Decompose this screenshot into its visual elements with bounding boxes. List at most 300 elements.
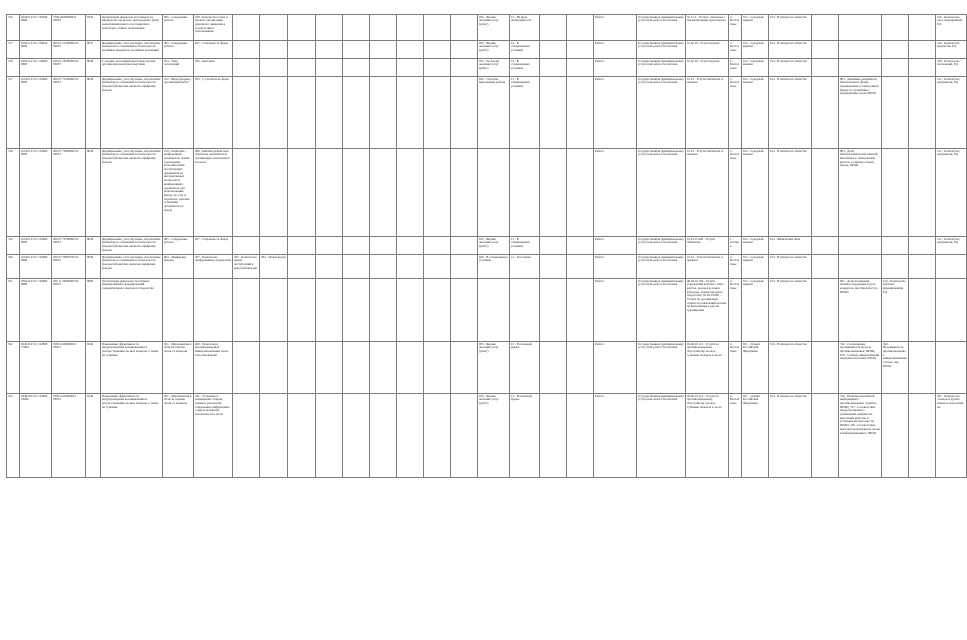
table-cell (288, 279, 316, 342)
table-cell (812, 15, 839, 41)
table-cell (742, 237, 769, 255)
table-cell (812, 41, 839, 59)
table-cell (370, 149, 397, 237)
cell-text: 200 01 25700000 02 03033 (53, 40, 79, 49)
cell-text: 742 - Соотношение протяженности полосы противопожарных, ПРОЦ; 670 - Степень минерализации поверхности почвы, ПРОЦ (840, 341, 880, 361)
table-cell (288, 41, 316, 59)
table-cell (882, 59, 909, 77)
cell-text: 014 - В интересах общества (770, 341, 807, 346)
table-cell (567, 255, 594, 279)
table-cell (729, 15, 742, 41)
table-cell (86, 279, 101, 342)
cell-text: 0038 (87, 58, 94, 63)
table-cell (729, 279, 742, 342)
table-row (7, 77, 967, 149)
table-cell (594, 237, 637, 255)
table-cell (233, 394, 260, 478)
cell-text: 0037 (87, 40, 94, 45)
table-cell (260, 149, 288, 237)
cell-text: 91.01 - Услуги библиотек и архивов (687, 148, 723, 157)
table-cell (52, 149, 86, 237)
cell-text: 91.02.10 - Услуги музеев (687, 40, 720, 45)
cell-text: Работа (595, 76, 604, 81)
cell-text: 122 - Количество клубных формирований, ЕД (883, 278, 906, 294)
table-cell (343, 279, 370, 342)
table-cell (163, 237, 194, 255)
table-cell (594, 342, 637, 394)
cell-text: 021 - Мероприятия в области охраны лесов от пожаров (164, 393, 192, 405)
table-cell (397, 149, 424, 237)
cell-text: 012 - городской вариант (743, 254, 764, 263)
table-cell (769, 41, 812, 59)
table-cell (260, 255, 288, 279)
cell-text: 2 - Бесплатные (730, 58, 740, 70)
table-cell (163, 77, 194, 149)
table-cell (397, 255, 424, 279)
table-cell (882, 15, 909, 41)
cell-text: 322 (8, 341, 13, 346)
table-cell (7, 255, 20, 279)
table-cell (812, 255, 839, 279)
table-cell (194, 41, 233, 59)
table-cell (451, 59, 478, 77)
table-cell (769, 77, 812, 149)
table-cell (20, 77, 52, 149)
table-cell (370, 41, 397, 59)
table-cell (397, 59, 424, 77)
table-cell (288, 255, 316, 279)
table-cell (909, 279, 936, 342)
table-cell (52, 77, 86, 149)
table-cell (510, 149, 540, 237)
table-cell (101, 394, 163, 478)
table-cell (839, 15, 882, 41)
table-cell (510, 59, 540, 77)
table-cell (233, 149, 260, 237)
table-cell (637, 394, 686, 478)
table-cell (594, 77, 637, 149)
table-cell (510, 77, 540, 149)
table-cell (729, 41, 742, 59)
table-cell (882, 77, 909, 149)
table-cell (194, 342, 233, 394)
table-cell (86, 394, 101, 478)
table-cell (101, 255, 163, 279)
table-cell (936, 342, 967, 394)
table-cell (52, 15, 86, 41)
cell-text: 0039 (87, 148, 94, 153)
table-cell (812, 59, 839, 77)
cell-text: 12 - В стационарных условиях (511, 236, 530, 248)
table-cell (343, 394, 370, 478)
table-cell (233, 41, 260, 59)
table-cell (742, 59, 769, 77)
cell-text: Работа (595, 148, 604, 153)
table-cell (316, 59, 343, 77)
table-cell (451, 237, 478, 255)
table-cell (86, 77, 101, 149)
cell-text: 010101 P 45 1 00090 0000 (21, 148, 48, 157)
cell-text: 035 - По форме оказания услуг (работ) (479, 58, 500, 70)
cell-text: 014 - В интересах общества (770, 148, 807, 153)
table-cell (424, 41, 451, 59)
table-cell (163, 15, 194, 41)
cell-text: 012 - городской вариант (743, 278, 764, 287)
table-cell (510, 255, 540, 279)
table-cell (370, 59, 397, 77)
table-cell (936, 394, 967, 478)
table-cell (20, 41, 52, 59)
table-cell (540, 77, 567, 149)
table-cell (567, 237, 594, 255)
table-cell (812, 237, 839, 255)
table-cell (52, 237, 86, 255)
cell-text: 027 - Сохранность фонда (195, 40, 229, 45)
cell-text: 2 - Бесплатные (730, 148, 740, 160)
cell-text: 065 - Содержание работы (164, 14, 188, 23)
table-cell (882, 279, 909, 342)
table-cell (233, 15, 260, 41)
cell-text: 12 - В стационарных условиях (511, 58, 530, 70)
table-cell (7, 342, 20, 394)
table-cell (288, 394, 316, 478)
table-cell (194, 279, 233, 342)
table-row (7, 237, 967, 255)
table-cell (478, 77, 510, 149)
cell-text: 285 - выставки (195, 58, 215, 63)
cell-text: 318 (8, 58, 13, 63)
table-cell (7, 149, 20, 237)
table-cell (451, 279, 478, 342)
cell-text: 431 - Установка и размещение стендов, знаков и указателей, содержащих информацию о мерах пожарной безопасности в лесах (195, 393, 230, 417)
table-cell (729, 237, 742, 255)
cell-text: 253 - С учетом всех форм (195, 76, 229, 81)
cell-text: 91.02.10 - Услуги музеев (687, 58, 720, 63)
cell-text: Государственная (муниципальная) услуга или работа бесплатная (638, 40, 684, 49)
table-cell (20, 279, 52, 342)
table-cell (233, 342, 260, 394)
cell-text: 014 - В интересах общества (770, 278, 807, 283)
table-cell (686, 77, 729, 149)
table-cell (729, 77, 742, 149)
table-cell (163, 41, 194, 59)
cell-text: 035 - Формы оказания услуг (работ) (479, 236, 499, 248)
table-cell (839, 279, 882, 342)
table-cell (812, 279, 839, 342)
cell-text: 035 - Формы оказания услуг (работ) (479, 40, 499, 52)
table-cell (260, 237, 288, 255)
table-cell (52, 41, 86, 59)
table-cell (812, 342, 839, 394)
cell-text: 12 - В стационарных условиях (511, 76, 530, 88)
cell-text: 065 - Содержание работы (164, 236, 188, 245)
table-cell (686, 279, 729, 342)
table-cell (343, 77, 370, 149)
table-cell (769, 255, 812, 279)
cell-text: 316 - Количество смет, мероприятий, ЕД (937, 14, 963, 26)
table-cell (594, 15, 637, 41)
table-row (7, 279, 967, 342)
table-cell (163, 255, 194, 279)
table-cell (424, 394, 451, 478)
cell-text: 15 - В плановой форме (511, 341, 532, 350)
table-cell (594, 41, 637, 59)
table-cell (194, 59, 233, 77)
cell-text: Государственная (муниципальная) услуга или работа бесплатная (638, 148, 684, 157)
cell-text: 15 - В плановой форме (511, 393, 532, 402)
cell-text: 318 (8, 148, 13, 153)
table-cell (7, 394, 20, 478)
cell-text: 014 - В интересах общества (770, 58, 807, 63)
table-cell (936, 59, 967, 77)
table-cell (397, 77, 424, 149)
table-cell (163, 149, 194, 237)
table-cell (343, 15, 370, 41)
table-cell (20, 15, 52, 41)
table-cell (909, 394, 936, 478)
table-cell (909, 77, 936, 149)
table-cell (260, 342, 288, 394)
table-cell (424, 342, 451, 394)
cell-text: Формирование, учет, изучение, обеспечение физического сохранения и безопасности фондов библиотеки, включая оцифровку фондов (102, 254, 161, 270)
cell-text: 362 - Протяженность противопожарных минерализованных полос, км, ПРОЦ (883, 341, 907, 368)
table-cell (839, 59, 882, 77)
table-cell (936, 255, 967, 279)
cell-text: 200 07 72700000 02 03033 (53, 236, 79, 245)
table-cell (233, 77, 260, 149)
table-cell (936, 41, 967, 59)
table-cell (7, 237, 20, 255)
table-cell (316, 41, 343, 59)
table-cell (540, 255, 567, 279)
cell-text: 307 - Количество оцифрованных документов (195, 254, 231, 263)
table-cell (478, 394, 510, 478)
table-cell (451, 149, 478, 237)
cell-text: 200 07 72500000 02 03033 (53, 76, 79, 85)
table-cell (686, 342, 729, 394)
table-cell (882, 237, 909, 255)
table-cell (316, 255, 343, 279)
table-cell (882, 255, 909, 279)
table-cell (288, 149, 316, 237)
table-cell (637, 149, 686, 237)
table-cell (686, 15, 729, 41)
table-cell (397, 279, 424, 342)
cell-text: 304 - Объем фонда (261, 254, 286, 259)
table-cell (478, 279, 510, 342)
table-cell (594, 394, 637, 478)
cell-text: Формирование, учет, изучение, обеспечение физического сохранения и безопасности фондов библиотеки, включая оцифровку фондов (102, 236, 161, 252)
table-cell (316, 279, 343, 342)
cell-text: 035 - Формы оказания услуг (работ) (479, 393, 499, 405)
cell-text: 012 - городской вариант (743, 14, 764, 23)
table-row (7, 342, 967, 394)
table-cell (343, 149, 370, 237)
cell-text: 121 - Количество документов, ЕД (937, 236, 960, 245)
table-cell (637, 342, 686, 394)
cell-text: 323 (8, 393, 13, 398)
cell-text: 2 - Бесплатные (730, 393, 740, 405)
cell-text: 343 - Количество новых поступлений в фонд библиотеки (234, 254, 257, 270)
table-cell (769, 279, 812, 342)
cell-text: Работа (595, 58, 604, 63)
table-row (7, 394, 967, 478)
cell-text: Повышение эффективности предупреждения возникновения и распространения лесных пожаров, а также их тушения (102, 341, 159, 357)
table-cell (839, 342, 882, 394)
table-cell (769, 59, 812, 77)
table-cell (478, 59, 510, 77)
table-cell (86, 15, 101, 41)
table-row (7, 59, 967, 77)
table-cell (478, 149, 510, 237)
cell-text: 2 - Бесплатные (730, 14, 740, 26)
table-cell (7, 41, 20, 59)
table-cell (288, 237, 316, 255)
cell-text: 010101 P 45 1 00090 0000 (21, 76, 48, 85)
table-cell (839, 237, 882, 255)
table-cell (316, 342, 343, 394)
table-cell (451, 342, 478, 394)
table-cell (478, 15, 510, 41)
cell-text: 02.40.10.114 - Услуги по противопожарному обустройству лесов и тушению пожаров в лесах (687, 393, 722, 409)
cell-text: Работа (595, 254, 604, 259)
cell-text: 12 - В стационарных условиях (511, 40, 530, 52)
registry-table (6, 14, 967, 478)
table-cell (86, 255, 101, 279)
cell-text: 2 - Бесплатные (730, 254, 740, 266)
table-cell (233, 237, 260, 255)
table-cell (101, 15, 163, 41)
table-row (7, 149, 967, 237)
cell-text: 52.21.2 - Услуги, связанные с автомобильным транспортом (687, 14, 726, 23)
table-cell (812, 394, 839, 478)
cell-text: 0334 (87, 14, 94, 19)
cell-text: Повышение эффективности предупреждения возникновения и распространения лесных пожаров, а также их тушения (102, 393, 159, 409)
table-cell (882, 41, 909, 59)
cell-text: 338 - Количество экспозиций, ЕД (937, 58, 960, 67)
table-cell (742, 394, 769, 478)
table-cell (86, 149, 101, 237)
table-row (7, 255, 967, 279)
cell-text: 054 - Тема экспозиций (164, 58, 180, 67)
cell-text: 010211 P 45 1 00060 0000 (21, 58, 48, 67)
table-cell (637, 59, 686, 77)
table-cell (316, 394, 343, 478)
table-cell (936, 149, 967, 237)
table-cell (909, 15, 936, 41)
table-cell (260, 394, 288, 478)
table-cell (729, 394, 742, 478)
cell-text: 021 - Мероприятия в области охраны лесов от пожаров (164, 341, 192, 353)
table-cell (839, 394, 882, 478)
cell-text: 0039 (87, 254, 94, 259)
table-cell (478, 255, 510, 279)
table-cell (686, 41, 729, 59)
table-cell (370, 279, 397, 342)
table-cell (567, 394, 594, 478)
table-cell (343, 41, 370, 59)
table-cell (20, 342, 52, 394)
table-cell (424, 255, 451, 279)
cell-text: Государственная (муниципальная) услуга или работа бесплатная (638, 236, 684, 245)
cell-text: Формирование, учет, изучение, обеспечение физического сохранения и безопасности фондов библиотеки, включая оцифровку фондов (102, 76, 161, 92)
table-cell (812, 149, 839, 237)
cell-text: 803 - Доля библиографической записей, внесенных в электронный каталог, к общему объему фонда, ПРОЦ (840, 148, 879, 168)
cell-text: 803 - Динамика документов библиотечного фонда, переведенных в электронную форму по сравнению с предыдущим годом, ПРОЦ (840, 76, 879, 96)
cell-text: Создание экспозиций (выставок) музеев, организация выездных выставок (102, 58, 156, 67)
table-cell (260, 77, 288, 149)
table-cell (540, 59, 567, 77)
table-cell (101, 41, 163, 59)
table-cell (510, 15, 540, 41)
table-cell (86, 41, 101, 59)
cell-text: Государственная (муниципальная) услуга или работа бесплатная (638, 278, 684, 287)
table-cell (540, 41, 567, 59)
table-cell (510, 41, 540, 59)
table-cell (540, 342, 567, 394)
cell-text: Работа (595, 14, 604, 19)
table-cell (397, 237, 424, 255)
cell-text: 021 - субъект Российской Федерации (743, 393, 761, 405)
cell-text: 024010 P 45 1 02800 18000 (21, 393, 48, 402)
cell-text: 91.01 - Услуги библиотек и архивов (687, 76, 723, 85)
table-cell (567, 15, 594, 41)
cell-text: 021 - субъект Российской Федерации (743, 341, 761, 353)
table-cell (909, 41, 936, 59)
table-cell (769, 394, 812, 478)
cell-text: 350011400000012 03033 (53, 341, 77, 350)
cell-text: 014 - В интересах общества (770, 76, 807, 81)
table-cell (567, 77, 594, 149)
cell-text: 121 - Количество документов, ЕД (937, 148, 960, 157)
table-cell (839, 41, 882, 59)
table-cell (101, 77, 163, 149)
table-cell (729, 149, 742, 237)
cell-text: 200 07 30650700 02 03033 (53, 254, 79, 263)
table-cell (316, 237, 343, 255)
table-cell (478, 41, 510, 59)
cell-text: Работа (595, 341, 604, 346)
table-cell (7, 15, 20, 41)
table-cell (424, 15, 451, 41)
cell-text: 319 - Количество предметов, ЕД (937, 40, 960, 49)
cell-text: Государственная (муниципальная) услуга или работа бесплатная (638, 254, 684, 263)
table-cell (909, 149, 936, 237)
table-cell (510, 342, 540, 394)
table-cell (540, 394, 567, 478)
table-cell (909, 59, 936, 77)
cell-text: 91.01.11.000 - Услуги библиотек (687, 236, 715, 245)
cell-text: 0246 (87, 393, 94, 398)
table-cell (451, 77, 478, 149)
cell-text: 012 - городской вариант (743, 58, 764, 67)
table-row (7, 41, 967, 59)
table-cell (233, 59, 260, 77)
cell-text: 024010 P 45 1 02800 17000 (21, 341, 48, 350)
table-cell (194, 237, 233, 255)
cell-text: Государственная (муниципальная) услуга или работа бесплатная (638, 76, 684, 85)
table-cell (101, 342, 163, 394)
cell-text: 035 - Формы оказания услуг (работ) (479, 14, 499, 26)
table-cell (163, 342, 194, 394)
table-cell (540, 15, 567, 41)
table-cell (7, 279, 20, 342)
table-cell (909, 237, 936, 255)
table-cell (742, 149, 769, 237)
spreadsheet-page (6, 14, 964, 478)
table-cell (397, 15, 424, 41)
cell-text: 012 - городской вариант (743, 148, 764, 157)
